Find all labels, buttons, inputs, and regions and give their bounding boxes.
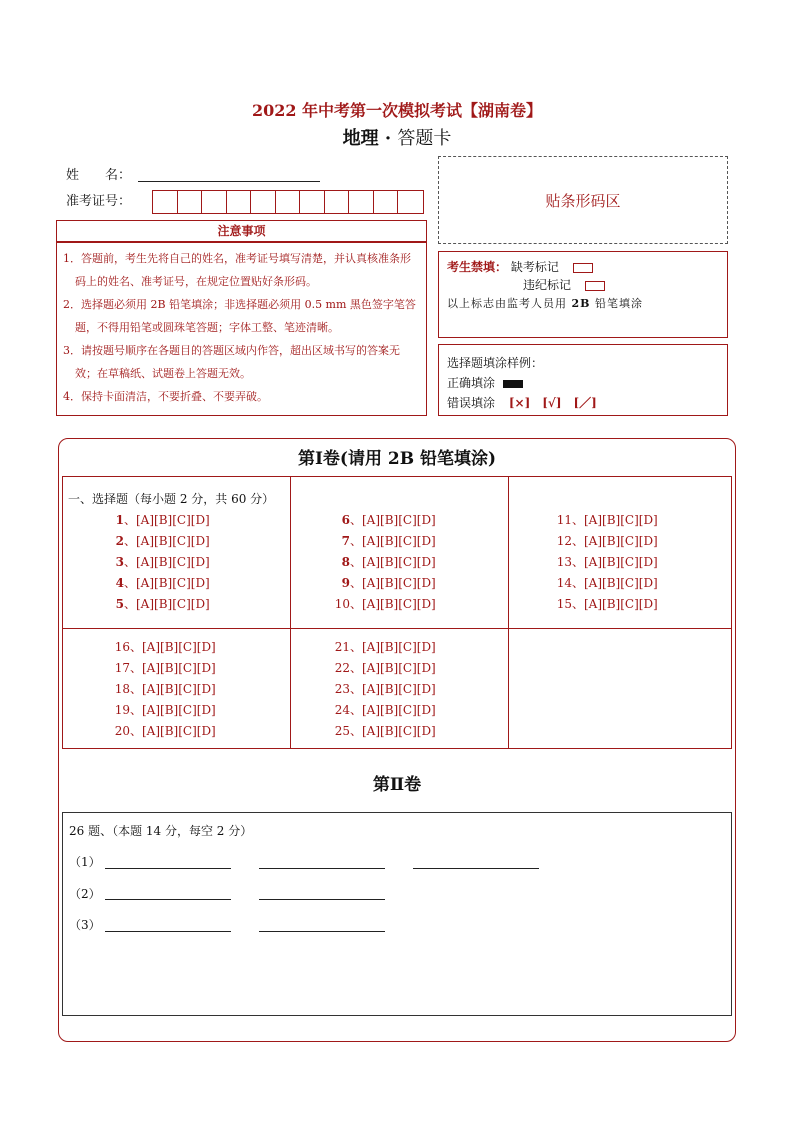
correct-fill-label: 正确填涂 [447, 376, 496, 390]
mcq-row[interactable] [318, 510, 436, 531]
answer-blank[interactable] [105, 868, 231, 869]
question-number: 9 [341, 576, 350, 590]
card-label: 答题卡 [397, 128, 452, 149]
question-number: 14 [556, 576, 572, 590]
question-number: 16 [114, 640, 130, 654]
note-item: 3．请按题号顺序在各题目的答题区域内作答，超出区域书写的答案无效；在草稿纸、试题卷上答题无效。 [63, 344, 400, 380]
examiner-only-box [438, 251, 728, 338]
mcq-row[interactable] [318, 637, 436, 658]
question-number: 11 [556, 513, 572, 527]
answer-options[interactable]: 、[A][B][C][D] [130, 640, 216, 654]
card-title [0, 124, 794, 150]
answer-options[interactable]: 、[A][B][C][D] [572, 513, 658, 527]
mcq-row[interactable] [540, 510, 658, 531]
barcode-area [438, 156, 728, 244]
mcq-row[interactable] [96, 510, 210, 531]
id-digit-box[interactable] [251, 191, 276, 213]
mcq-row[interactable] [540, 552, 658, 573]
question-26-title: 26 题、（本题 14 分，每空 2 分） [69, 824, 253, 838]
violation-mark-box[interactable] [585, 281, 605, 291]
mcq-row[interactable] [96, 679, 216, 700]
mcq-row[interactable] [318, 531, 436, 552]
answer-blank[interactable] [413, 868, 539, 869]
mcq-row[interactable] [96, 721, 216, 742]
barcode-label: 贴条形码区 [545, 191, 621, 210]
id-number-boxes[interactable] [152, 190, 424, 214]
question-number: 18 [114, 682, 130, 696]
question-number: 17 [114, 661, 130, 675]
id-digit-box[interactable] [202, 191, 227, 213]
subject-name: 地理 [342, 128, 379, 149]
answer-options[interactable]: 、[A][B][C][D] [572, 597, 658, 611]
mcq-row[interactable] [540, 573, 658, 594]
answer-options[interactable]: 、[A][B][C][D] [350, 555, 436, 569]
wrong-fill-marks: [×] [√] [／] [508, 396, 597, 410]
notes-box [56, 242, 427, 416]
mcq-row[interactable] [96, 594, 210, 615]
id-digit-box[interactable] [276, 191, 301, 213]
grid-divider [290, 476, 291, 749]
question-number: 13 [556, 555, 572, 569]
answer-options[interactable]: 、[A][B][C][D] [350, 682, 436, 696]
forbidden-note-suffix: 铅笔填涂 [590, 297, 643, 310]
mcq-instruction: 一、选择题（每小题 2 分，共 60 分） [68, 492, 275, 506]
answer-blank[interactable] [259, 868, 385, 869]
section2-title: 第Ⅱ卷 [372, 775, 422, 795]
forbidden-note-prefix: 以上标志由监考人员用 [447, 297, 572, 310]
answer-options[interactable]: 、[A][B][C][D] [124, 597, 210, 611]
mcq-column [96, 510, 210, 615]
notes-heading: 注意事项 [56, 220, 427, 242]
mcq-row[interactable] [318, 573, 436, 594]
question-number: 20 [114, 724, 130, 738]
answer-options[interactable]: 、[A][B][C][D] [572, 555, 658, 569]
id-label: 准考证号： [66, 194, 132, 209]
answer-options[interactable]: 、[A][B][C][D] [350, 513, 436, 527]
section1-title: 第Ⅰ卷(请用 2B 铅笔填涂) [297, 449, 497, 469]
part-label: （3） [69, 918, 101, 932]
mcq-column [96, 637, 216, 742]
part-label: （2） [69, 887, 101, 901]
question-number: 4 [115, 576, 124, 590]
question-number: 6 [341, 513, 350, 527]
mcq-column [318, 510, 436, 615]
name-field[interactable] [138, 180, 320, 182]
forbidden-label: 考生禁填： [447, 260, 508, 274]
separator: · [384, 128, 392, 149]
answer-options[interactable]: 、[A][B][C][D] [124, 555, 210, 569]
mcq-row[interactable] [318, 594, 436, 615]
answer-options[interactable]: 、[A][B][C][D] [350, 724, 436, 738]
answer-options[interactable]: 、[A][B][C][D] [130, 682, 216, 696]
question-number: 7 [341, 534, 350, 548]
fill-sample-box [438, 344, 728, 416]
note-item: 1．答题前，考生先将自己的姓名，准考证号填写清楚，并认真核准条形码上的姓名、准考证号，在规定位置贴好条形码。 [63, 252, 411, 288]
mcq-row[interactable] [540, 531, 658, 552]
wrong-fill-label: 错误填涂 [447, 396, 496, 410]
question-number: 8 [341, 555, 350, 569]
mcq-row[interactable] [318, 658, 436, 679]
answer-options[interactable]: 、[A][B][C][D] [572, 534, 658, 548]
mcq-row[interactable] [96, 573, 210, 594]
note-item: 2．选择题必须用 2B 铅笔填涂；非选择题必须用 0.5 mm 黑色签字笔答题，不得用铅笔或圆珠笔答题；字体工整、笔迹清晰。 [63, 298, 416, 334]
question-number: 10 [334, 597, 350, 611]
note-item: 4．保持卡面清洁，不要折叠、不要弄破。 [63, 390, 268, 403]
violation-mark-label: 违纪标记 [523, 278, 572, 292]
answer-options[interactable]: 、[A][B][C][D] [124, 534, 210, 548]
id-digit-box[interactable] [300, 191, 325, 213]
question-number: 22 [334, 661, 350, 675]
mcq-row[interactable] [540, 594, 658, 615]
answer-options[interactable]: 、[A][B][C][D] [124, 576, 210, 590]
answer-options[interactable]: 、[A][B][C][D] [350, 703, 436, 717]
mcq-row[interactable] [318, 552, 436, 573]
answer-blank[interactable] [259, 931, 385, 932]
answer-blank[interactable] [259, 899, 385, 900]
answer-options[interactable]: 、[A][B][C][D] [350, 534, 436, 548]
id-digit-box[interactable] [153, 191, 178, 213]
mcq-row[interactable] [96, 531, 210, 552]
question-number: 3 [115, 555, 124, 569]
id-digit-box[interactable] [349, 191, 374, 213]
question-number: 21 [334, 640, 350, 654]
mcq-row[interactable] [96, 700, 216, 721]
question-number: 1 [115, 513, 124, 527]
answer-blank[interactable] [105, 931, 231, 932]
answer-options[interactable]: 、[A][B][C][D] [130, 724, 216, 738]
question-number: 15 [556, 597, 572, 611]
sample-title: 选择题填涂样例： [447, 356, 544, 370]
answer-options[interactable]: 、[A][B][C][D] [350, 661, 436, 675]
exam-title: 2022 年中考第一次模拟考试【湖南卷】 [251, 101, 543, 120]
absent-mark-box[interactable] [573, 263, 593, 273]
question-26-box [62, 812, 732, 1016]
grid-divider [62, 628, 732, 629]
id-digit-box[interactable] [325, 191, 350, 213]
question-number: 19 [114, 703, 130, 717]
id-digit-box[interactable] [374, 191, 399, 213]
question-number: 5 [115, 597, 124, 611]
mcq-column [318, 637, 436, 742]
name-label: 姓 名： [66, 168, 132, 183]
answer-options[interactable]: 、[A][B][C][D] [350, 597, 436, 611]
answer-options[interactable]: 、[A][B][C][D] [350, 576, 436, 590]
answer-blank[interactable] [105, 899, 231, 900]
mcq-row[interactable] [318, 700, 436, 721]
question-number: 25 [334, 724, 350, 738]
id-digit-box[interactable] [178, 191, 203, 213]
question-number: 2 [115, 534, 124, 548]
mcq-row[interactable] [96, 658, 216, 679]
id-digit-box[interactable] [227, 191, 252, 213]
answer-options[interactable]: 、[A][B][C][D] [130, 703, 216, 717]
question-number: 23 [334, 682, 350, 696]
forbidden-note-bold: 2B [571, 297, 591, 310]
answer-options[interactable]: 、[A][B][C][D] [350, 640, 436, 654]
correct-fill-mark [503, 380, 523, 388]
part-label: （1） [69, 855, 101, 869]
grid-divider [508, 476, 509, 749]
mcq-column [540, 510, 658, 615]
mcq-row[interactable] [318, 679, 436, 700]
answer-options[interactable]: 、[A][B][C][D] [130, 661, 216, 675]
question-number: 24 [334, 703, 350, 717]
answer-options[interactable]: 、[A][B][C][D] [572, 576, 658, 590]
question-number: 12 [556, 534, 572, 548]
answer-options[interactable]: 、[A][B][C][D] [124, 513, 210, 527]
mcq-row[interactable] [96, 637, 216, 658]
absent-mark-label: 缺考标记 [510, 260, 559, 274]
mcq-row[interactable] [318, 721, 436, 742]
id-digit-box[interactable] [398, 191, 423, 213]
mcq-row[interactable] [96, 552, 210, 573]
